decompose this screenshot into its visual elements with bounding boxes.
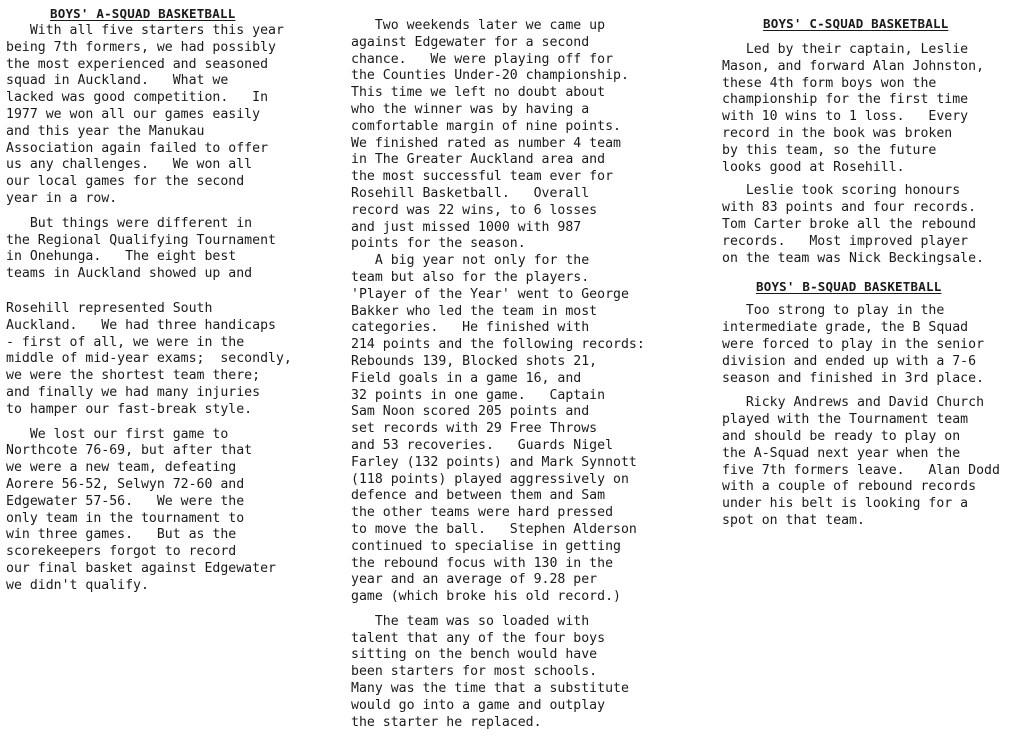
b-squad-heading: BOYS' B-SQUAD BASKETBALL [756,279,942,295]
b-squad-paragraph-1: Too strong to play in the intermediate grade, the B Squad were forced to play in the senior division and ended up with a 7-6 season and finished in 3rd place. [722,303,985,386]
a-squad-paragraph-4: We lost our first game to Northcote 76-69, but after that we were a new team, defeating Aorere 56-52, Selwyn 72-60 and Edgewater 57-56. We were the only team in the tournament to win three games. But as the scorekeepers forgot to record our final basket against Edgewater we didn't qualify. [6,426,276,593]
a-squad-paragraph-3: Rosehill represented South Auckland. We had three handicaps - first of all, we were in the middle of mid-year exams; secondly, we were the shortest team there; and finally we had many injuries to hamper our fast-break style. [6,300,292,417]
c-squad-heading: BOYS' C-SQUAD BASKETBALL [763,16,949,31]
a-squad-cont-paragraph-3: The team was so loaded with talent that any of the four boys sitting on the bench would have been starters for most schools. Many was the time that a substitute would go into a game and outplay the starter he replaced. [351,613,629,730]
c-squad-paragraph-2: Leslie took scoring honours with 83 points and four records. Tom Carter broke all the rebound records. Most improved player on the team was Nick Beckingsale. [722,183,985,266]
b-squad-paragraph-2: Ricky Andrews and David Church played with the Tournament team and should be ready to play on the A-Squad next year when the five 7th formers leave. Alan Dodd with a couple of rebound records under his belt is looking for a spot on that team. [722,395,1000,528]
c-squad-paragraph-1: Led by their captain, Leslie Mason, and forward Alan Johnston, these 4th form boys won the championship for the first time with 10 wins to 1 loss. Every record in the book was broken by this team, so the future looks good at Rosehill. [722,42,985,175]
column-middle [351,18,651,731]
a-squad-cont-paragraph-2: A big year not only for the team but also for the players. 'Player of the Year' went to George Bakker who led the team in most categories. He finished with 214 points and the following records: Rebounds 139, Blocked shots 21, Field goals in a game 16, and 32 points in one game. Captain Sam Noon scored 205 points and set records with 29 Free Throws and 53 recoveries. Guards Nigel Farley (132 points) and Mark Synnott (118 points) played aggressively on defence and between them and Sam the other teams were hard pressed to move the ball. Stephen Alderson continued to specialise in getting the rebound focus with 130 in the year and an average of 9.28 per game (which broke his old record.) [351,253,645,605]
a-squad-cont-paragraph-1: Two weekends later we came up against Edgewater for a second chance. We were playing off for the Counties Under-20 championship. This time we left no doubt about who the winner was by having a comfortable margin of nine points. We finished rated as number 4 team in The Greater Auckland area and the most successful team ever for Rosehill Basketball. Overall record was 22 wins, to 6 losses and just missed 1000 with 987 points for the season. [351,18,629,252]
a-squad-paragraph-1: With all five starters this year being 7th formers, we had possibly the most experienced and seasoned squad in Auckland. What we lacked was good competition. In 1977 we won all our games easily and this year the Manukau Association again failed to offer us any challenges. We won all our local games for the second year in a row. [6,23,284,206]
column-left [6,6,306,595]
a-squad-heading: BOYS' A-SQUAD BASKETBALL [50,6,236,21]
column-right [722,16,1010,530]
a-squad-paragraph-2: But things were different in the Regional Qualifying Tournament in Onehunga. The eight best teams in Auckland showed up and [6,215,276,282]
